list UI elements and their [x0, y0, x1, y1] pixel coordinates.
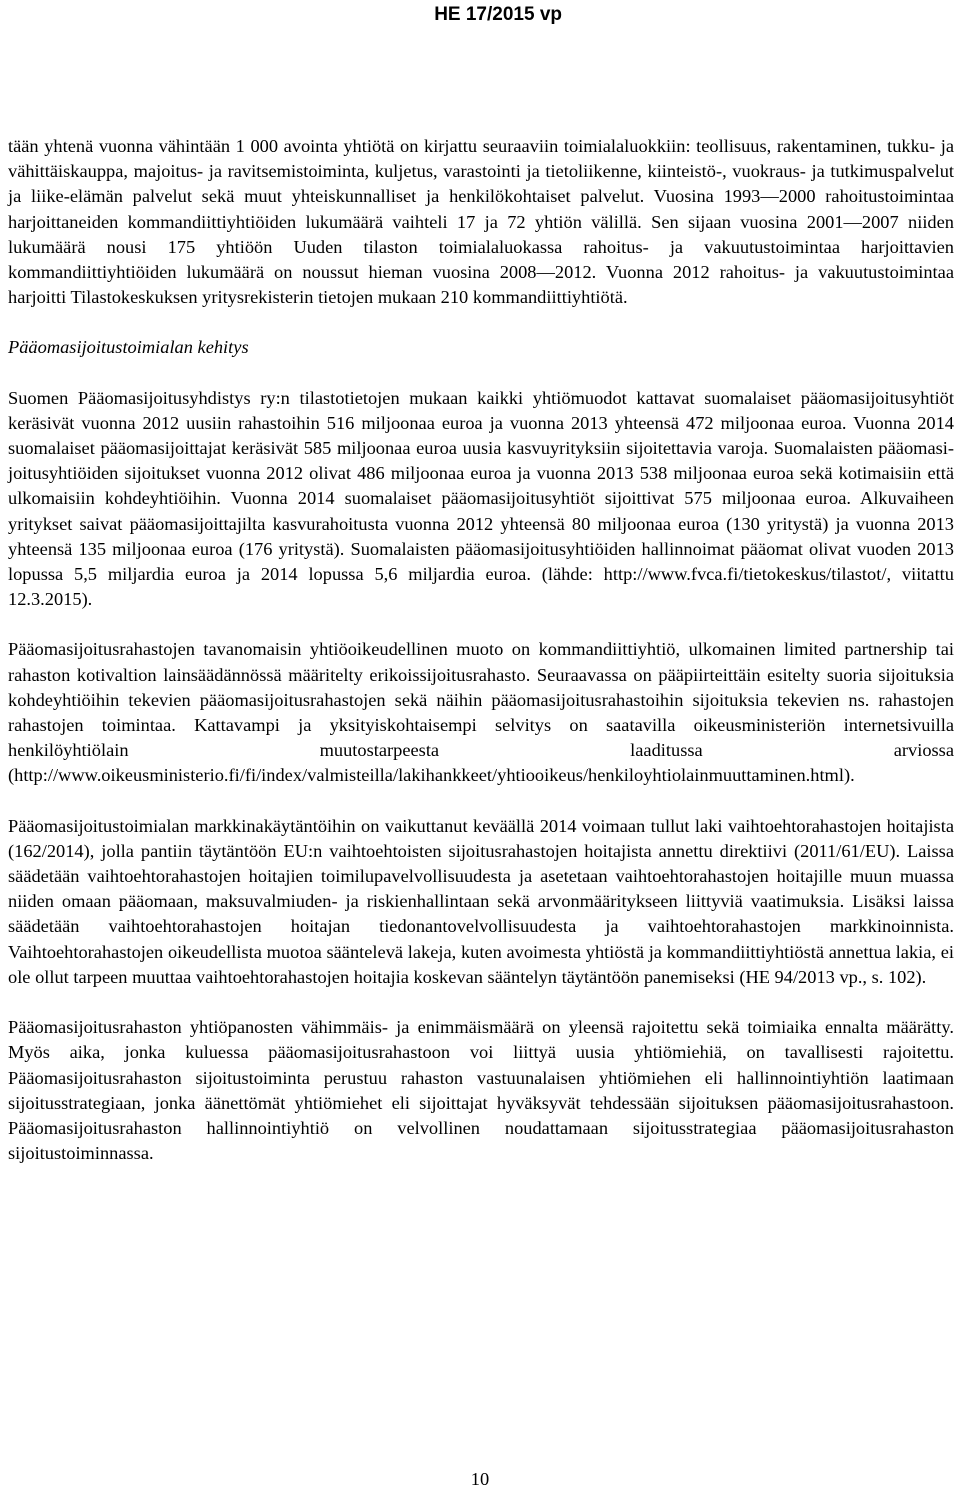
page-number: 10: [470, 1469, 490, 1489]
section-heading: Pääomasijoitustoimialan kehitys: [8, 337, 249, 358]
paragraph-capital-raising: Suomen Pääomasijoitusyhdistys ry:n tilastotietojen mukaan kaikki yhtiömuodot kattavat suomalaiset pääomasijoitusyhtiöt keräsivät vuonna 2012 uusiin rahastoihin 516 miljoonaa euroa ja vuonna 2013 yhteensä 472 miljoonaa euroa. Vuonna 2014 suomalaiset pääomasijoittajat keräsivät 585 miljoonaa euroa uusia kasvuyrityksiin sijoitettavia varoja. Suomalaisten pääomasijoitusyhtiöiden sijoitukset vuonna 2012 olivat 486 miljoonaa euroa ja vuonna 2013 538 miljoonaa euroa sekä kotimaisiin että ulkomaisiin kohdeyhtiöihin. Vuonna 2014 suomalaiset pääomasijoitusyhtiöt sijoittivat 575 miljoonaa euroa. Alkuvaiheen yritykset saivat pääomasijoittajilta kasvurahoitusta vuonna 2012 yhteensä 80 miljoonaa euroa (130 yritystä) ja vuonna 2013 yhteensä 135 miljoonaa euroa (176 yritystä). Suomalaisten pääomasijoitusyhtiöiden hallinnoimat pääomat olivat vuoden 2013 lopussa 5,5 miljardia euroa ja 2014 lopussa 5,6 miljardia euroa. (lähde: http://www.fvca.fi/tietokeskus/tilastot/, viitattu 12.3.2015).: [8, 387, 954, 610]
page-body: [8, 134, 954, 1166]
paragraph-company-statistics: tään yhtenä vuonna vähintään 1 000 avointa yhtiötä on kirjattu seuraaviin toimialaluokkiin: teollisuus, rakentaminen, tukku- ja vähittäiskauppa, majoitus- ja ravitsemistoiminta, kuljetus, varastointi ja tietoliikenne, kiinteistö-, vuokraus- ja tutkimuspalvelut ja liike-elämän palvelut sekä muut yhteiskunnalliset ja henkilökohtaiset palvelut. Vuosina 1993—2000 rahoitustoimintaa harjoittaneiden kommandiittiyhtiöiden lukumäärä vaihteli 17 ja 72 yhtiön välillä. Sen sijaan vuosina 2001—2007 niiden lukumäärä nousi 175 yhtiöön Uuden tilaston toimialaluokassa rahoitus- ja vakuutustoimintaa harjoittavien kommandiittiyhtiöiden lukumäärä on noussut hieman vuosina 2008—2012. Vuonna 2012 rahoitus- ja vakuutustoimintaa harjoitti Tilastokeskuksen yritysrekisterin tietojen mukaan 210 kommandiittiyhtiötä.: [8, 136, 954, 308]
paragraph-fund-legal-form: Pääomasijoitusrahastojen tavanomaisin yhtiöoikeudellinen muoto on kommandiittiyhtiö, ulkomainen limited partnership tai rahaston kotivaltion lainsäädännössä määritelty erikoissijoitusrahasto. Seuraavassa on pääpiirteittäin esitelty suoria sijoituksia kohdeyhtiöihin tekevien pääomasijoitusrahastojen sekä näihin pääomasijoitusrahastoihin sijoituksia tekevien ns. rahastojen rahastojen toimintaa. Kattavampi ja yksityiskohtaisempi selvitys on saatavilla oikeusministeriön internetsivuilla henkilöyhtiölain muutostarpeesta laaditussa arviossa (http://www.oikeusministerio.fi/fi/index/valmisteilla/lakihankkeet/yhtiooikeus/henkiloyhtiolai​nmuuttaminen.html).: [8, 639, 954, 786]
paragraph-fund-structure: Pääomasijoitusrahaston yhtiöpanosten vähimmäis- ja enimmäismäärä on yleensä rajoitettu sekä toimiaika ennalta määrätty. Myös aika, jonka kuluessa pääomasijoitusrahastoon voi liittyä uusia yhtiömiehiä, on tavallisesti rajoitettu. Pääomasijoitusrahaston sijoitustoiminta perustuu rahaston vastuunalaisen yhtiömiehen eli hallinnointiyhtiön laatimaan sijoitusstrategiaan, jonka äänettömät yhtiömiehet eli sijoittajat hyväksyvät tehdessään sijoituksen pääomasijoitusrahastoon. Pääomasijoitusrahaston hallinnointiyhtiö on velvollinen noudattamaan sijoitusstrategiaa pääomasijoitusrahaston sijoitustoiminnassa.: [8, 1017, 954, 1164]
paragraph-aifm-law: Pääomasijoitustoimialan markkinakäytäntöihin on vaikuttanut keväällä 2014 voimaan tullut laki vaihtoehtorahastojen hoitajista (162/2014), jolla pantiin täytäntöön EU:n vaihtoehtoisten sijoitusrahastojen hoitajista annettu direktiivi (2011/61/EU). Laissa säädetään vaihtoehtorahastojen hoitajien toimilupavelvollisuudesta ja asetetaan vaihtoehtorahastojen hoitajille muun muassa niiden omaan pääomaan, maksuvalmiuden- ja riskienhallintaan sekä arvonmääritykseen liittyviä vaatimuksia. Lisäksi laissa säädetään vaihtoehtorahastojen hoitajan tiedonantovelvollisuudesta ja vaihtoehtorahastojen markkinoinnista. Vaihtoehtorahastojen oikeudellista muotoa sääntelevä lakeja, kuten avoimesta yhtiöstä ja kommandiittiyhtiöstä annettua lakia, ei ole ollut tarpeen muuttaa vaihtoehtorahastojen hoitajia koskevan sääntelyn täytäntöön panemiseksi (HE 94/2013 vp., s. 102).: [8, 815, 954, 987]
document-id: HE 17/2015 vp: [434, 4, 562, 25]
